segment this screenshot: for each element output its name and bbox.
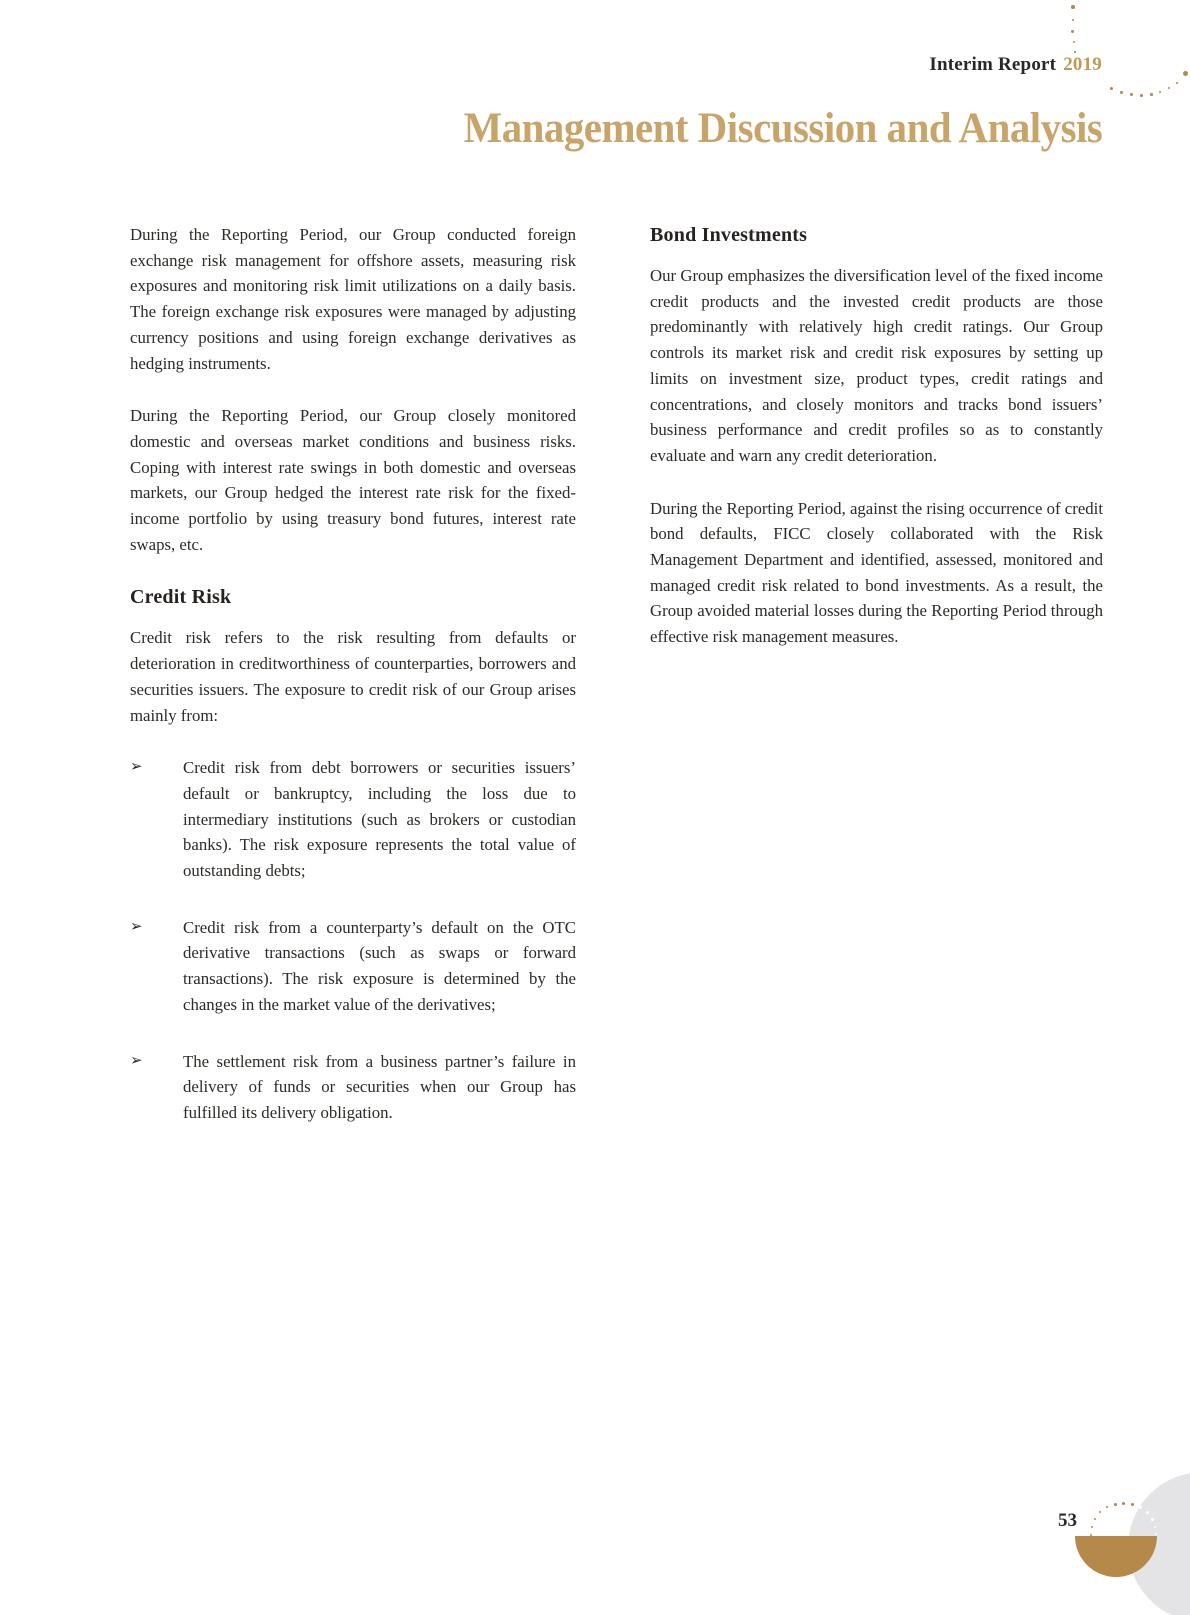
dot bbox=[1183, 71, 1188, 76]
arrow-bullet-icon: ➢ bbox=[130, 918, 143, 935]
report-year: 2019 bbox=[1063, 54, 1102, 75]
dot bbox=[1071, 5, 1075, 9]
right-column bbox=[650, 222, 1103, 677]
arrow-bullet-icon: ➢ bbox=[130, 759, 143, 776]
dot bbox=[1140, 94, 1143, 97]
bullet-item bbox=[130, 1049, 576, 1126]
dot bbox=[1146, 1511, 1149, 1514]
dot bbox=[1110, 87, 1113, 90]
dot bbox=[1071, 30, 1074, 33]
paragraph-credit-risk-intro: Credit risk refers to the risk resulting from defaults or deterioration in creditworthiness of counterparties, borrowers and securities issuers. The exposure to credit risk of our Group arises mainly from: bbox=[130, 628, 576, 725]
paragraph-fx-risk: During the Reporting Period, our Group conducted foreign exchange risk management for offshore assets, measuring risk exposures and monitoring risk limit utilizations on a daily basis. The foreign exchange risk exposures were managed by adjusting currency positions and using foreign exchange derivatives as hedging instruments. bbox=[130, 225, 576, 373]
dot bbox=[1168, 87, 1170, 89]
bullet-text: The settlement risk from a business partner’s failure in delivery of funds or securities when our Group has fulfilled its delivery obligation. bbox=[183, 1051, 576, 1122]
dot bbox=[1090, 1534, 1092, 1536]
report-header bbox=[929, 54, 1102, 76]
paragraph-bond-defaults: During the Reporting Period, against the rising occurrence of credit bond defaults, FICC closely collaborated with the Risk Management Department and identified, assessed, monitored and managed credit risk related to bond investments. As a result, the Group avoided material losses during the Reporting Period through effective risk management measures. bbox=[650, 498, 1103, 647]
paragraph-bond-diversification: Our Group emphasizes the diversification level of the fixed income credit products and the invested credit products are those predominantly with relatively high credit ratings. Our Group controls its market risk and credit risk exposures by setting up limits on investment size, product types, credit ratings and concentrations, and closely monitors and tracks bond issuers’ business performance and credit profiles so as to constantly evaluate and warn any credit deterioration. bbox=[650, 266, 1103, 465]
interim-report-label: Interim Report bbox=[929, 54, 1057, 75]
bullet-item bbox=[130, 755, 576, 884]
left-column bbox=[130, 222, 576, 1157]
bullet-text: Credit risk from debt borrowers or securities issuers’ default or bankruptcy, including the loss due to intermediary institutions (such as brokers or custodian banks). The risk exposure represents the total value of outstanding debts; bbox=[183, 758, 576, 881]
dot bbox=[1094, 1518, 1096, 1520]
dot bbox=[1130, 93, 1133, 96]
bullet-item bbox=[130, 915, 576, 1018]
page-title: Management Discussion and Analysis bbox=[463, 105, 1102, 152]
dot bbox=[1122, 1502, 1125, 1505]
dot bbox=[1176, 82, 1178, 84]
paragraph-interest-rate-risk: During the Reporting Period, our Group closely monitored domestic and overseas market conditions and business risks. Coping with interest rate swings in both domestic and overseas markets, our Group hedged the interest rate risk for the fixed-income portfolio by using treasury bond futures, interest rate swaps, etc. bbox=[130, 406, 576, 554]
dot bbox=[1150, 93, 1153, 96]
dot bbox=[1091, 1526, 1093, 1528]
credit-risk-heading: Credit Risk bbox=[130, 586, 232, 609]
dot bbox=[1159, 91, 1161, 93]
dot bbox=[1120, 91, 1123, 94]
bullet-text: Credit risk from a counterparty’s default on the OTC derivative transactions (such as swaps or forward transactions). The risk exposure is determined by the changes in the market value of the derivatives; bbox=[183, 917, 576, 1014]
arrow-bullet-icon: ➢ bbox=[130, 1052, 143, 1069]
dot bbox=[1072, 19, 1074, 21]
dot bbox=[1114, 1503, 1117, 1506]
dot bbox=[1131, 1503, 1134, 1506]
dot bbox=[1139, 1506, 1142, 1509]
dot bbox=[1073, 41, 1075, 43]
dot bbox=[1155, 1533, 1157, 1535]
page-number: 53 bbox=[1058, 1510, 1077, 1531]
dot bbox=[1106, 1506, 1108, 1508]
dot bbox=[1151, 1518, 1154, 1521]
bond-investments-heading: Bond Investments bbox=[650, 224, 808, 246]
dot bbox=[1074, 51, 1076, 53]
dot bbox=[1099, 1511, 1101, 1513]
